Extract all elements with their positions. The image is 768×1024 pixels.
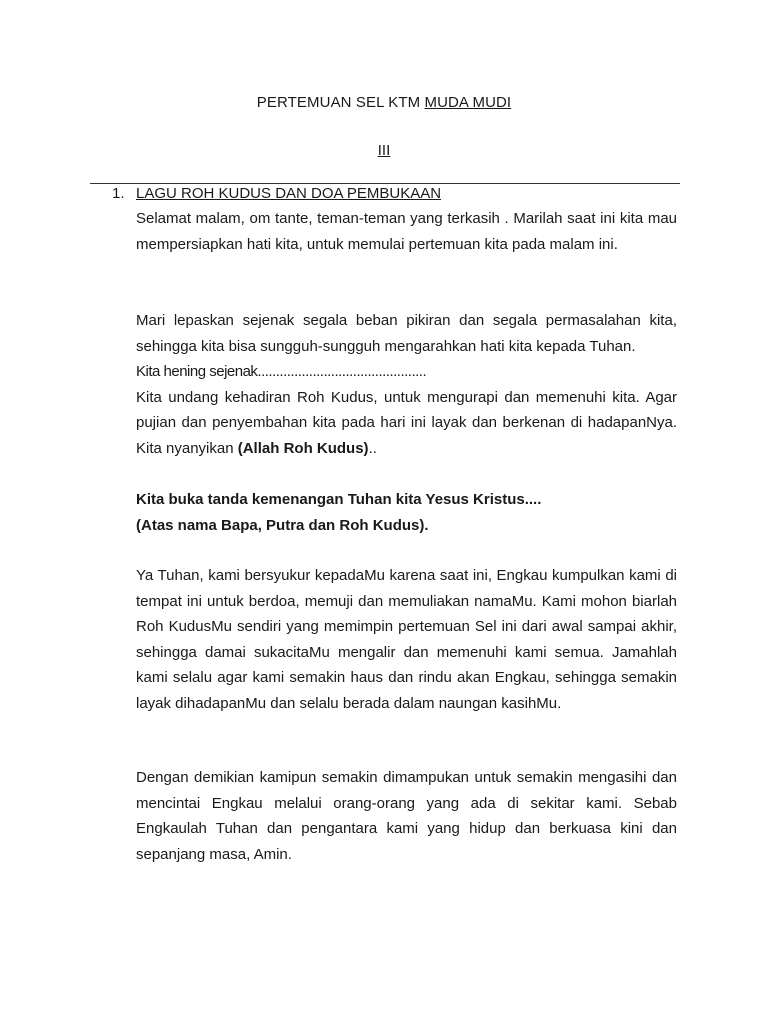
trailing-dots: .. bbox=[368, 439, 377, 457]
paragraph-text: (Atas nama Bapa, Putra dan Roh Kudus). bbox=[136, 516, 429, 534]
invite-text: Kita undang kehadiran Roh Kudus, untuk mengurapi dan memenuhi kita. Agar pujian dan penyembahan kita pada hari ini layak dan berkenan di hadapanNya. Kita nyanyikan bbox=[136, 388, 677, 457]
document-title bbox=[0, 94, 768, 111]
paragraph-text bbox=[136, 385, 677, 462]
paragraph-text: Kita hening sejenak.............................................. bbox=[136, 363, 427, 380]
paragraph-text: Ya Tuhan, kami bersyukur kepadaMu karena saat ini, Engkau kumpulkan kami di tempat ini untuk berdoa, memuji dan memuliakan namaMu. Kami mohon biarlah Roh KudusMu sendiri yang memimpin pertemuan Sel ini dari awal sampai akhir, sehingga damai sukacitaMu mengalir dan memenuhi kami semua. Jamahlah kami selalu agar kami semakin haus dan rindu akan Engkau, sehingga semakin layak dihadapanMu dan selalu berada dalam naungan kasihMu. bbox=[136, 567, 677, 712]
song-title: (Allah Roh Kudus) bbox=[237, 439, 369, 457]
paragraph-text: Kita buka tanda kemenangan Tuhan kita Yesus Kristus.... bbox=[136, 491, 542, 508]
paragraph-silence bbox=[136, 308, 677, 461]
session-numeral: III bbox=[377, 142, 391, 159]
paragraph-closing bbox=[136, 765, 677, 867]
title-underlined-text: MUDA MUDI bbox=[424, 94, 512, 111]
paragraph-text: Dengan demikian kamipun semakin dimampukan untuk semakin mengasihi dan mencintai Engkau melalui orang-orang yang ada di sekitar kami. Sebab Engkaulah Tuhan dan pengantara kami yang hidup dan berkuasa kini dan sepanjang masa, Amin. bbox=[136, 769, 677, 863]
horizontal-divider bbox=[90, 183, 680, 184]
paragraph-prayer bbox=[136, 563, 677, 716]
paragraph-sign-of-cross bbox=[136, 487, 677, 538]
section-heading: LAGU ROH KUDUS DAN DOA PEMBUKAAN bbox=[136, 185, 442, 202]
title-text: PERTEMUAN SEL KTM bbox=[256, 94, 425, 111]
section-number: 1. bbox=[112, 185, 125, 202]
paragraph-opening bbox=[136, 206, 677, 257]
paragraph-text: Selamat malam, om tante, teman-teman yang terkasih . Marilah saat ini kita mau mempersiapkan hati kita, untuk memulai pertemuan kita pada malam ini. bbox=[136, 210, 677, 253]
paragraph-text: Mari lepaskan sejenak segala beban pikiran dan segala permasalahan kita, sehingga kita bisa sungguh-sungguh mengarahkan hati kita kepada Tuhan. bbox=[136, 312, 677, 355]
